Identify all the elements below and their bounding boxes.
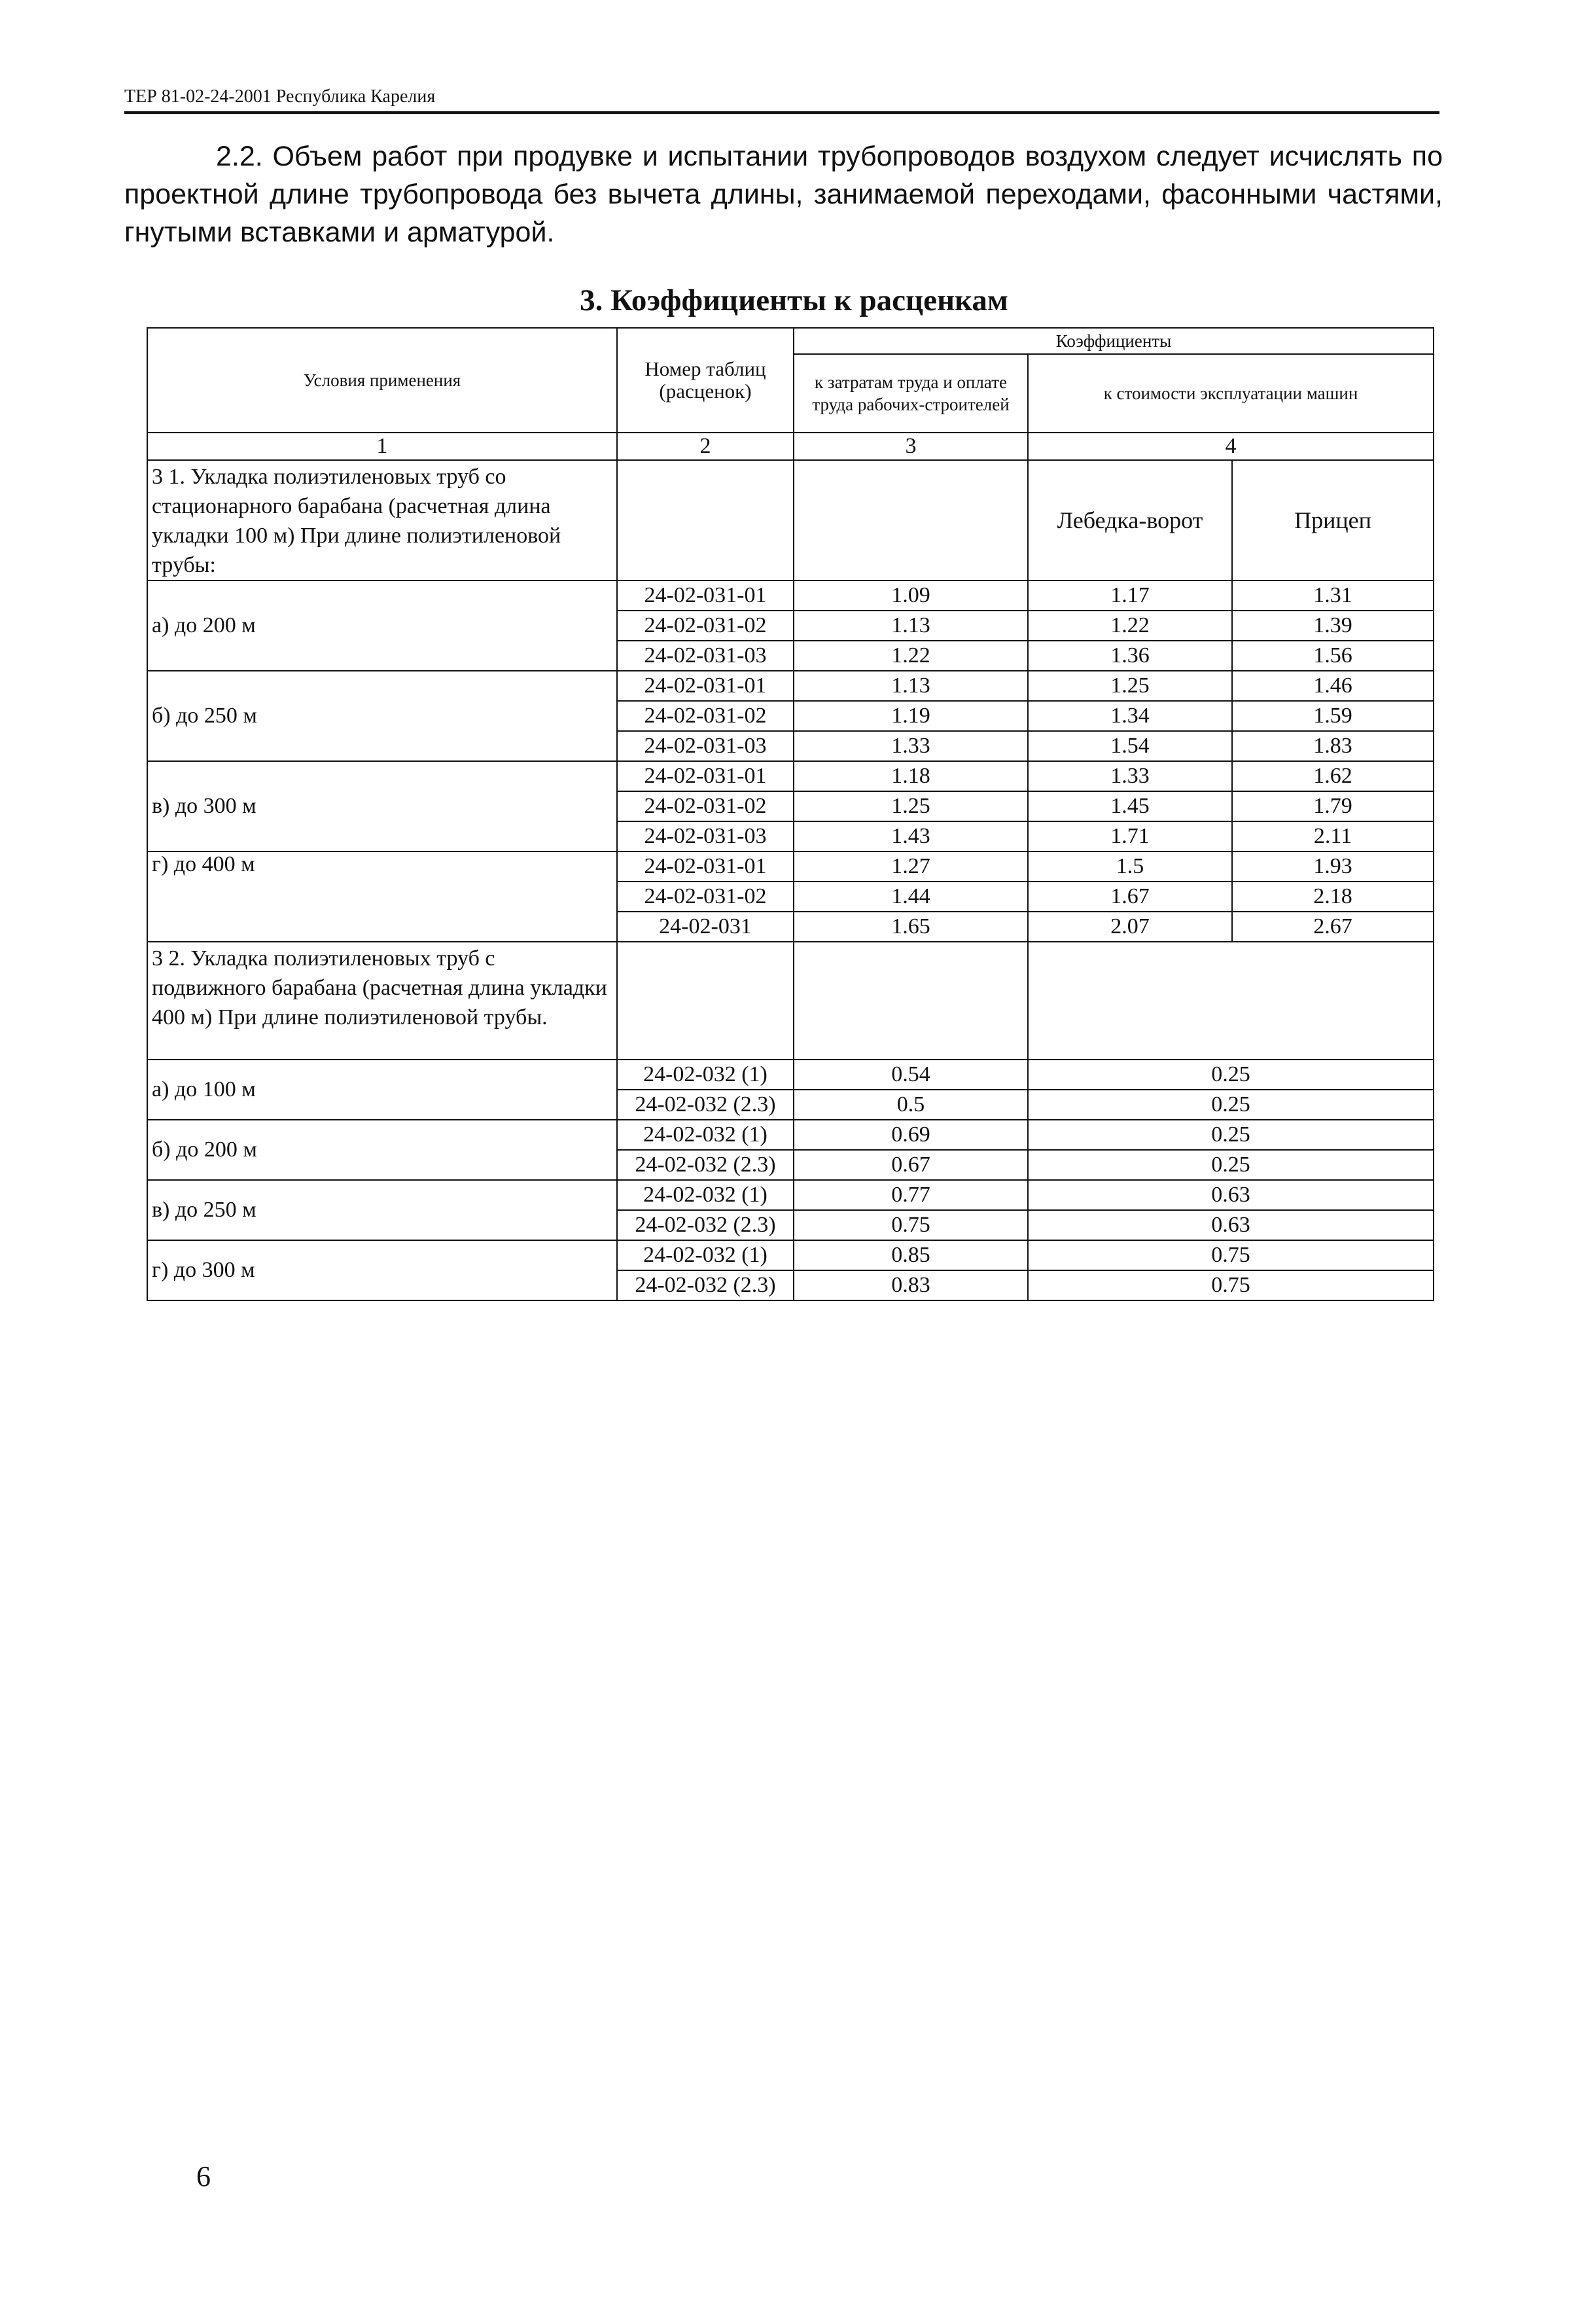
trailer-coef: 1.79 xyxy=(1232,791,1434,821)
machines-coef: 0.63 xyxy=(1028,1210,1434,1240)
table-row xyxy=(147,581,1434,611)
rate-code: 24-02-032 (2.3) xyxy=(617,1150,794,1180)
machines-coef: 0.63 xyxy=(1028,1180,1434,1210)
labor-coef: 0.75 xyxy=(794,1210,1028,1240)
trailer-coef: 1.46 xyxy=(1232,671,1434,701)
header-conditions: Условия применения xyxy=(147,328,617,433)
page-number: 6 xyxy=(196,2160,211,2192)
labor-coef: 1.25 xyxy=(794,791,1028,821)
section2-title: 3 2. Укладка полиэтиленовых труб с подвижного барабана (расчетная длина укладки 400 м) При длине полиэтиленовой трубы. xyxy=(147,942,617,1060)
trailer-coef: 1.31 xyxy=(1232,581,1434,611)
header-machines: к стоимости эксплуатации машин xyxy=(1028,354,1434,433)
condition-label: б) до 200 м xyxy=(147,1120,617,1180)
labor-coef: 0.77 xyxy=(794,1180,1028,1210)
rate-code: 24-02-031-01 xyxy=(617,851,794,882)
winch-coef: 1.36 xyxy=(1028,641,1232,671)
rate-code: 24-02-031-01 xyxy=(617,761,794,791)
machines-coef: 0.25 xyxy=(1028,1150,1434,1180)
winch-coef: 1.33 xyxy=(1028,761,1232,791)
rate-code: 24-02-031-02 xyxy=(617,882,794,912)
table-row xyxy=(147,1180,1434,1210)
machines-coef: 0.75 xyxy=(1028,1270,1434,1300)
trailer-coef: 2.11 xyxy=(1232,821,1434,851)
condition-label: а) до 200 м xyxy=(147,581,617,671)
labor-coef: 0.67 xyxy=(794,1150,1028,1180)
table-row xyxy=(147,1060,1434,1090)
rate-code: 24-02-031-03 xyxy=(617,731,794,761)
rate-code: 24-02-031-02 xyxy=(617,701,794,731)
section-title: 3. Коэффициенты к расценкам xyxy=(580,283,1008,317)
machines-coef: 0.75 xyxy=(1028,1240,1434,1270)
winch-coef: 2.07 xyxy=(1028,912,1232,942)
header-row-1 xyxy=(147,328,1434,354)
rate-code: 24-02-032 (2.3) xyxy=(617,1210,794,1240)
column-numbers-row xyxy=(147,433,1434,460)
condition-label: в) до 250 м xyxy=(147,1180,617,1240)
labor-coef: 1.09 xyxy=(794,581,1028,611)
rate-code: 24-02-031-03 xyxy=(617,641,794,671)
winch-coef: 1.45 xyxy=(1028,791,1232,821)
rate-code: 24-02-031-01 xyxy=(617,581,794,611)
trailer-coef: 1.93 xyxy=(1232,851,1434,882)
rate-code: 24-02-031 xyxy=(617,912,794,942)
condition-label: г) до 300 м xyxy=(147,1240,617,1300)
table-row xyxy=(147,1240,1434,1270)
header-labor: к затратам труда и оплате труда рабочих-строителей xyxy=(794,354,1028,433)
column-number: 3 xyxy=(794,433,1028,460)
machines-coef: 0.25 xyxy=(1028,1060,1434,1090)
document-header: ТЕР 81-02-24-2001 Республика Карелия xyxy=(124,86,1439,114)
labor-coef: 0.85 xyxy=(794,1240,1028,1270)
table-row xyxy=(147,761,1434,791)
labor-coef: 1.43 xyxy=(794,821,1028,851)
winch-coef: 1.71 xyxy=(1028,821,1232,851)
labor-coef: 1.19 xyxy=(794,701,1028,731)
trailer-coef: 1.39 xyxy=(1232,611,1434,641)
labor-coef: 1.44 xyxy=(794,882,1028,912)
section1-title: 3 1. Укладка полиэтиленовых труб со стационарного барабана (расчетная длина укладки 100 м) При длине полиэтиленовой трубы: xyxy=(147,460,617,581)
trailer-label: Прицеп xyxy=(1232,460,1434,581)
condition-label: а) до 100 м xyxy=(147,1060,617,1120)
machines-coef: 0.25 xyxy=(1028,1090,1434,1120)
labor-coef: 0.5 xyxy=(794,1090,1028,1120)
rate-code: 24-02-032 (1) xyxy=(617,1180,794,1210)
labor-coef: 1.13 xyxy=(794,671,1028,701)
rate-code: 24-02-031-02 xyxy=(617,791,794,821)
rate-code: 24-02-032 (1) xyxy=(617,1060,794,1090)
rate-code: 24-02-031-01 xyxy=(617,671,794,701)
coefficients-table xyxy=(147,327,1434,1301)
labor-coef: 0.54 xyxy=(794,1060,1028,1090)
winch-coef: 1.17 xyxy=(1028,581,1232,611)
section1-title-row xyxy=(147,460,1434,581)
labor-coef: 1.22 xyxy=(794,641,1028,671)
section2-title-row xyxy=(147,942,1434,1060)
column-number: 4 xyxy=(1028,433,1434,460)
trailer-coef: 1.83 xyxy=(1232,731,1434,761)
trailer-coef: 1.56 xyxy=(1232,641,1434,671)
table-row xyxy=(147,851,1434,882)
rate-code: 24-02-032 (1) xyxy=(617,1240,794,1270)
trailer-coef: 1.59 xyxy=(1232,701,1434,731)
labor-coef: 1.27 xyxy=(794,851,1028,882)
paragraph-2-2 xyxy=(124,137,1443,251)
labor-coef: 1.65 xyxy=(794,912,1028,942)
table-row xyxy=(147,671,1434,701)
column-number: 1 xyxy=(147,433,617,460)
machines-coef: 0.25 xyxy=(1028,1120,1434,1150)
trailer-coef: 2.18 xyxy=(1232,882,1434,912)
winch-coef: 1.67 xyxy=(1028,882,1232,912)
trailer-coef: 2.67 xyxy=(1232,912,1434,942)
empty-cell xyxy=(794,942,1028,1060)
winch-coef: 1.25 xyxy=(1028,671,1232,701)
labor-coef: 0.69 xyxy=(794,1120,1028,1150)
condition-label: г) до 400 м xyxy=(147,851,617,942)
rate-code: 24-02-032 (1) xyxy=(617,1120,794,1150)
condition-label: б) до 250 м xyxy=(147,671,617,761)
header-table-number: Номер таблиц (расценок) xyxy=(617,328,794,433)
empty-cell xyxy=(617,460,794,581)
column-number: 2 xyxy=(617,433,794,460)
rate-code: 24-02-032 (2.3) xyxy=(617,1090,794,1120)
empty-cell xyxy=(794,460,1028,581)
winch-coef: 1.22 xyxy=(1028,611,1232,641)
rate-code: 24-02-031-03 xyxy=(617,821,794,851)
winch-coef: 1.5 xyxy=(1028,851,1232,882)
winch-coef: 1.34 xyxy=(1028,701,1232,731)
table-row xyxy=(147,1120,1434,1150)
header-coefficients: Коэффициенты xyxy=(794,328,1434,354)
labor-coef: 1.13 xyxy=(794,611,1028,641)
empty-cell xyxy=(617,942,794,1060)
empty-cell xyxy=(1028,942,1434,1060)
winch-coef: 1.54 xyxy=(1028,731,1232,761)
labor-coef: 1.33 xyxy=(794,731,1028,761)
trailer-coef: 1.62 xyxy=(1232,761,1434,791)
labor-coef: 0.83 xyxy=(794,1270,1028,1300)
paragraph-text: 2.2. Объем работ при продувке и испытании трубопроводов воздухом следует исчислять по проектной длине трубопровода без вычета длины, занимаемой переходами, фасонными частями, гнутыми вставками и арматурой. xyxy=(124,141,1443,248)
labor-coef: 1.18 xyxy=(794,761,1028,791)
winch-label: Лебедка-ворот xyxy=(1028,460,1232,581)
rate-code: 24-02-031-02 xyxy=(617,611,794,641)
condition-label: в) до 300 м xyxy=(147,761,617,851)
rate-code: 24-02-032 (2.3) xyxy=(617,1270,794,1300)
